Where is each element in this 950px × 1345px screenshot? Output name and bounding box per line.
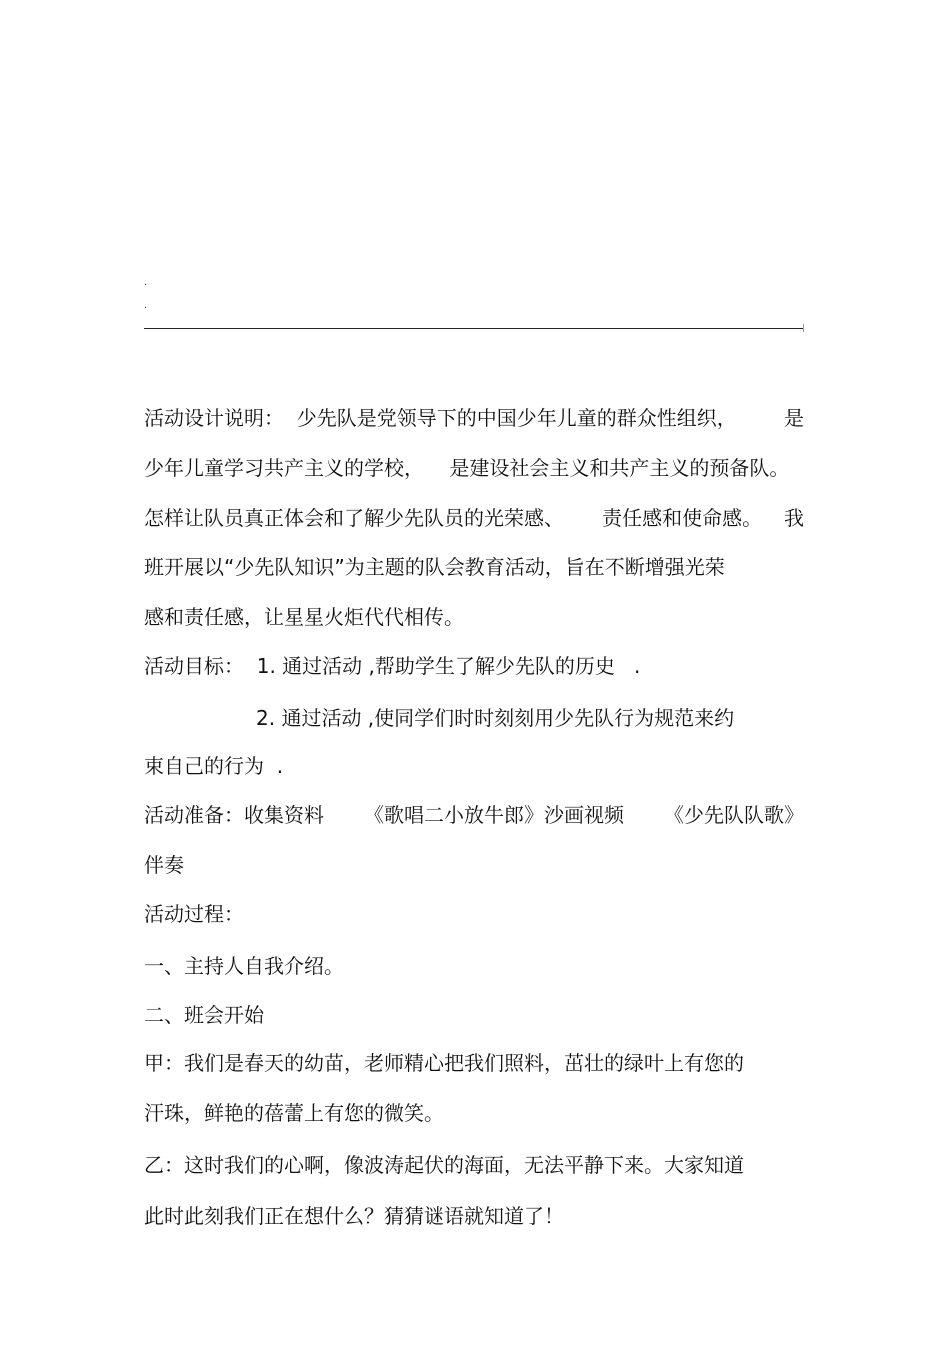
process-step-2: 二、班会开始	[144, 1003, 264, 1027]
description-line-2: 少年儿童学习共产主义的学校， 是建设社会主义和共产主义的预备队。	[144, 456, 790, 480]
description-line-1-main: 活动设计说明： 少先队是党领导下的中国少年儿童的群众性组织，	[144, 406, 737, 430]
preparation-video: 《歌唱二小放牛郎》沙画视频	[364, 803, 624, 827]
preparation-line-1	[144, 802, 804, 828]
goals-line-1: 活动目标： 1. 通过活动 ,帮助学生了解少先队的历史 .	[144, 654, 641, 678]
header-divider	[144, 328, 804, 329]
description-line-3-end: 我	[784, 506, 804, 530]
header-dot-bottom: .	[144, 300, 148, 311]
description-line-1	[144, 405, 804, 431]
dialogue-jia-line-1: 甲：我们是春天的幼苗，老师精心把我们照料，茁壮的绿叶上有您的	[144, 1051, 744, 1075]
preparation-song: 《少先队队歌》	[664, 803, 804, 827]
header-dot-top: .	[144, 277, 148, 288]
header-divider-tick	[803, 324, 804, 332]
description-line-5: 感和责任感，让星星火炬代代相传。	[144, 605, 464, 629]
goals-line-3: 束自己的行为 .	[144, 754, 284, 778]
process-heading: 活动过程：	[144, 902, 244, 926]
dialogue-yi-line-2: 此时此刻我们正在想什么？猜猜谜语就知道了！	[144, 1204, 564, 1228]
description-line-1-end: 是	[784, 406, 804, 430]
description-line-3-main: 怎样让队员真正体会和了解少先队员的光荣感、 责任感和使命感。	[144, 506, 763, 530]
description-line-3	[144, 505, 804, 531]
preparation-line-2: 伴奏	[144, 853, 184, 877]
process-step-1: 一、主持人自我介绍。	[144, 954, 344, 978]
dialogue-jia-line-2: 汗珠，鲜艳的蓓蕾上有您的微笑。	[144, 1101, 444, 1125]
description-line-4: 班开展以“少先队知识”为主题的队会教育活动，旨在不断增强光荣	[144, 555, 725, 579]
goals-line-2: 2. 通过活动 ,使同学们时时刻刻用少先队行为规范来约	[256, 706, 735, 730]
preparation-materials: 活动准备：收集资料	[144, 803, 324, 827]
dialogue-yi-line-1: 乙：这时我们的心啊，像波涛起伏的海面，无法平静下来。大家知道	[144, 1153, 744, 1177]
